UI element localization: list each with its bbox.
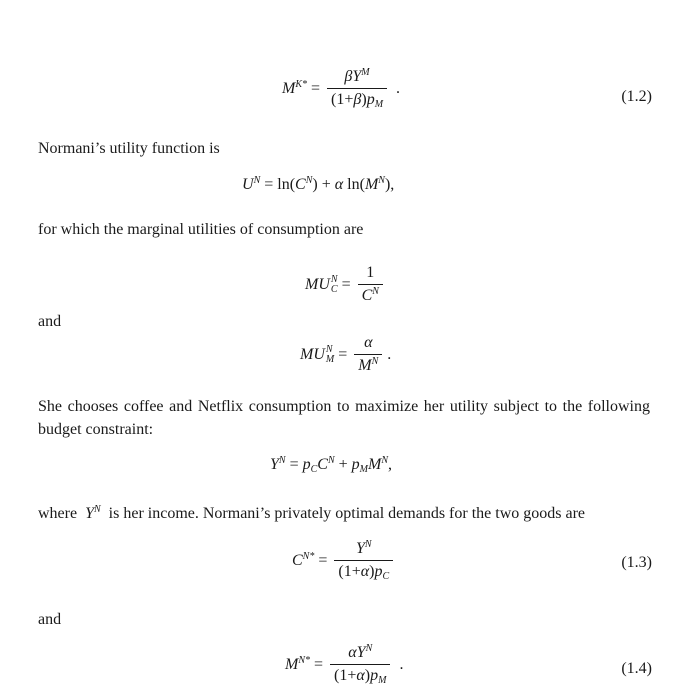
marginal-utility-c-equation: MU N C = $\frac{1}{C^N}$	[305, 264, 386, 305]
utility-function-equation: $U^N$ = ln( $C^N$ ) + α ln( $M^N$ ),	[242, 175, 395, 193]
equation-number-1-3: (1.3)	[621, 554, 652, 571]
marginal-utility-m-equation: MU N M = $\frac{\alpha}{M^N}$ .	[300, 334, 392, 374]
equation-1-2: $M^{K*}$ = $\frac{\beta Y^M}{(1+\beta)p_M}$ .	[282, 67, 401, 110]
where-suffix: is her income. Normani’s privately optimal demands for the two goods are	[108, 505, 585, 522]
equation-1-4: $M^{N*}$ = $\frac{\alpha Y^N}{(1+\alpha)p_M}$ .	[285, 643, 404, 686]
income-symbol: $Y^N$	[81, 504, 101, 522]
budget-constraint-equation: $Y^N$ = $p_CC^N$ + $p_MM^N$ ,	[270, 455, 392, 475]
demands-intro-text	[38, 502, 650, 525]
equation-number-1-2: (1.2)	[621, 88, 652, 105]
equation-number-1-4: (1.4)	[621, 660, 652, 677]
budget-constraint-intro-text: She chooses coffee and Netflix consumption to maximize her utility subject to the following budget constraint:	[38, 398, 650, 438]
and-text-2: and	[38, 611, 62, 628]
where-prefix: where	[38, 505, 78, 522]
equation-1-3: $C^{N*}$ = $\frac{Y^N}{(1+\alpha)p_C}$	[292, 540, 396, 581]
and-text-1: and	[38, 313, 62, 330]
marginal-utilities-intro-text: for which the marginal utilities of consumption are	[38, 221, 364, 238]
utility-intro-text: Normani’s utility function is	[38, 140, 220, 157]
